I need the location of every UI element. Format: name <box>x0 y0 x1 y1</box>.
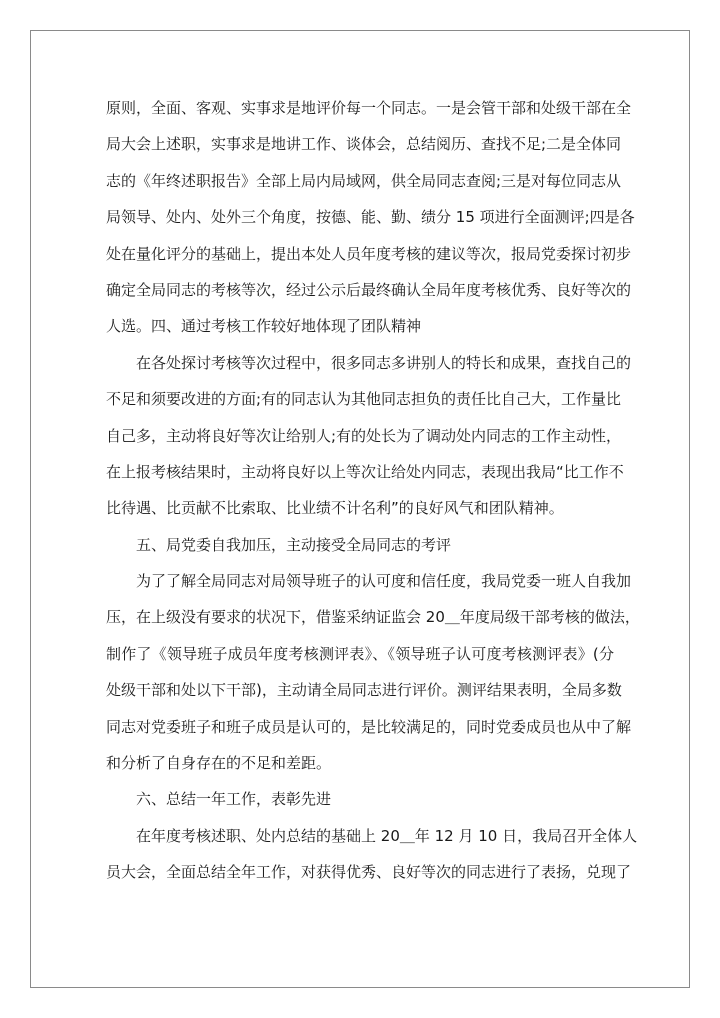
section-heading: 六、总结一年工作，表彰先进 <box>136 790 332 809</box>
text-line: 在上报考核结果时，主动将良好以上等次让给处内同志，表现出我局“比工作不 <box>106 462 624 481</box>
section-heading-five <box>106 527 614 563</box>
text-line: 处在量化评分的基础上，提出本处人员年度考核的建议等次，报局党委探讨初步 <box>106 244 632 263</box>
document-body <box>106 90 640 891</box>
text-line: 为了了解全局同志对局领导班子的认可度和信任度，我局党委一班人自我加 <box>136 572 632 591</box>
text-line: 处级干部和处以下干部)，主动请全局同志进行评价。测评结果表明，全局多数 <box>106 681 622 700</box>
section-heading-six <box>106 781 614 817</box>
text-line: 压，在上级没有要求的状况下，借鉴采纳证监会 20＿年度局级干部考核的做法， <box>106 608 640 627</box>
paragraph-team-spirit <box>106 345 632 527</box>
text-line: 在年度考核述职、处内总结的基础上 20＿年 12 月 10 日，我局召开全体人 <box>136 826 638 845</box>
paragraph-summary <box>106 818 638 891</box>
text-line: 自己多，主动将良好等次让给别人;有的处长为了调动处内同志的工作主动性， <box>106 426 622 445</box>
paragraph-principles <box>106 90 635 345</box>
text-line: 比待遇、比贡献不比索取、比业绩不计名利”的良好风气和团队精神。 <box>106 499 564 518</box>
text-line: 同志对党委班子和班子成员是认可的，是比较满足的，同时党委成员也从中了解 <box>106 717 632 736</box>
text-line: 和分析了自身存在的不足和差距。 <box>106 754 332 773</box>
section-heading: 五、局党委自我加压，主动接受全局同志的考评 <box>136 535 452 554</box>
text-line: 志的《年终述职报告》全部上局内局域网，供全局同志查阅;三是对每位同志从 <box>106 171 622 190</box>
text-line: 原则，全面、客观、实事求是地评价每一个同志。一是会管干部和处级干部在全 <box>106 99 632 117</box>
text-line: 在各处探讨考核等次过程中，很多同志多讲别人的特长和成果，查找自己的 <box>136 353 632 372</box>
text-line: 人选。四、通过考核工作较好地体现了团队精神 <box>106 317 422 336</box>
paragraph-self-pressure <box>106 563 640 781</box>
text-line: 不足和须要改进的方面;有的同志认为其他同志担负的责任比自己大，工作量比 <box>106 390 622 409</box>
text-line: 确定全局同志的考核等次，经过公示后最终确认全局年度考核优秀、良好等次的 <box>106 280 632 299</box>
text-line: 局大会上述职，实事求是地讲工作、谈体会，总结阅历、查找不足;二是全体同 <box>106 135 622 154</box>
text-line: 员大会，全面总结全年工作，对获得优秀、良好等次的同志进行了表扬，兑现了 <box>106 863 632 882</box>
text-line: 制作了《领导班子成员年度考核测评表》、《领导班子认可度考核测评表》(分 <box>106 644 614 663</box>
text-line: 局领导、处内、处外三个角度，按德、能、勤、绩分 15 项进行全面测评;四是各 <box>106 208 635 227</box>
